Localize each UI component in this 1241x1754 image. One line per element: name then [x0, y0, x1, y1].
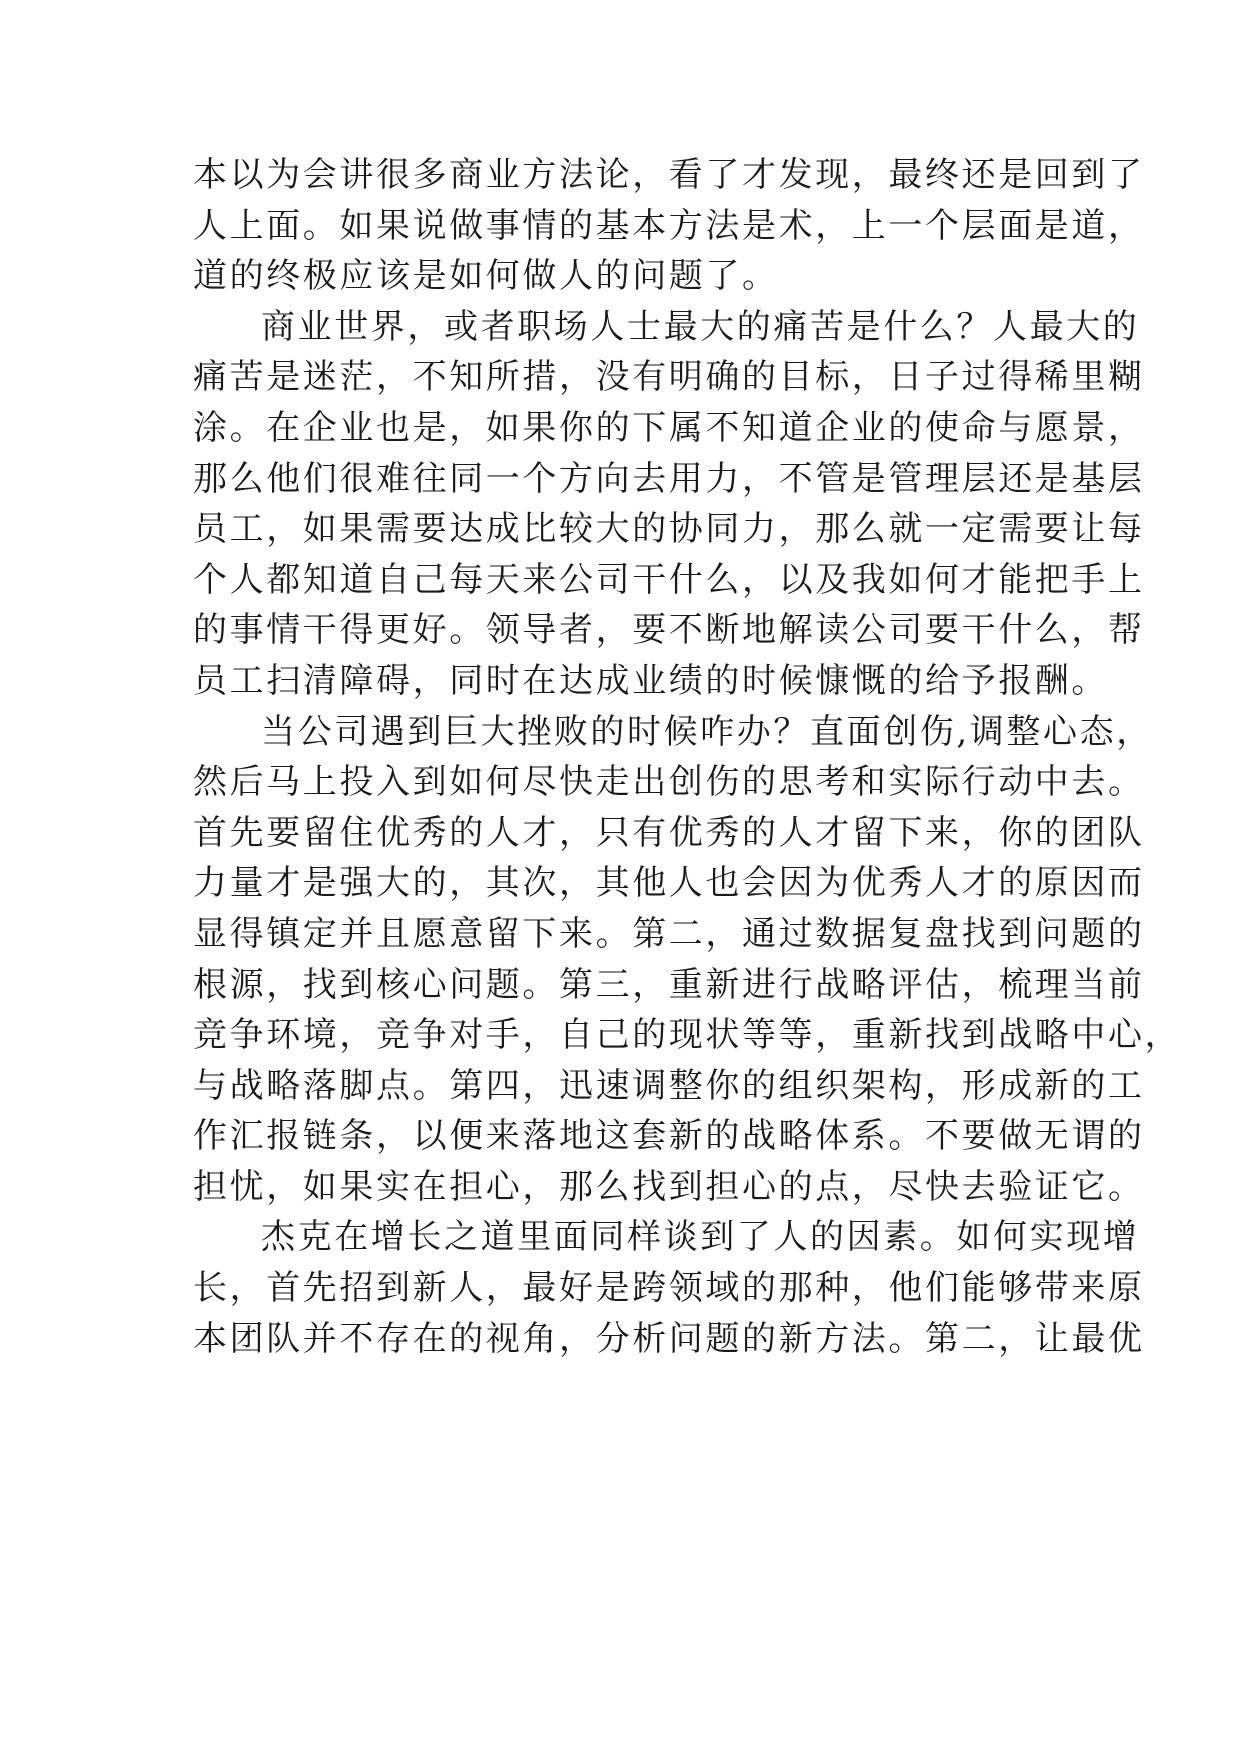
- text-line: 个人都知道自己每天来公司干什么，以及我如何才能把手上: [193, 559, 1145, 600]
- paragraph-4: [193, 1212, 1145, 1364]
- text-line: 本团队并不存在的视角，分析问题的新方法。第二，让最优: [193, 1318, 1145, 1359]
- text-line: 首先要留住优秀的人才，只有优秀的人才留下来，你的团队: [193, 812, 1145, 853]
- text-line: 员工，如果需要达成比较大的协同力，那么就一定需要让每: [193, 509, 1145, 550]
- text-line-indented: 杰克在增长之道里面同样谈到了人的因素。如何实现增: [261, 1217, 1140, 1258]
- text-line: 道的终极应该是如何做人的问题了。: [193, 256, 779, 297]
- body-text: [193, 150, 1182, 1364]
- text-line: 与战略落脚点。第四，迅速调整你的组织架构，形成新的工: [193, 1065, 1145, 1106]
- text-line: 员工扫清障碍，同时在达成业绩的时候慷慨的给予报酬。: [193, 660, 1108, 701]
- text-line: 竞争环境，竞争对手，自己的现状等等，重新找到战略中心，: [193, 1015, 1182, 1056]
- text-line: 根源，找到核心问题。第三，重新进行战略评估，梳理当前: [193, 964, 1145, 1005]
- text-line-indented: 商业世界，或者职场人士最大的痛苦是什么？人最大的: [261, 306, 1140, 347]
- paragraph-2: [193, 302, 1145, 707]
- text-line: 长，首先招到新人，最好是跨领域的那种，他们能够带来原: [193, 1268, 1145, 1309]
- text-line-indented: 当公司遇到巨大挫败的时候咋办？直面创伤,调整心态，: [261, 711, 1153, 752]
- text-line: 本以为会讲很多商业方法论，看了才发现，最终还是回到了: [193, 155, 1145, 195]
- text-line: 力量才是强大的，其次，其他人也会因为优秀人才的原因而: [193, 863, 1145, 904]
- text-line: 那么他们很难往同一个方向去用力，不管是管理层还是基层: [193, 458, 1145, 499]
- paragraph-1: [193, 150, 1145, 302]
- text-line: 的事情干得更好。领导者，要不断地解读公司要干什么，帮: [193, 610, 1145, 651]
- text-line: 人上面。如果说做事情的基本方法是术，上一个层面是道，: [193, 205, 1145, 246]
- text-line: 痛苦是迷茫，不知所措，没有明确的目标，日子过得稀里糊: [193, 357, 1145, 398]
- paragraph-3: [193, 707, 1182, 1213]
- text-line: 担忧，如果实在担心，那么找到担心的点，尽快去验证它。: [193, 1166, 1145, 1207]
- text-line: 作汇报链条，以便来落地这套新的战略体系。不要做无谓的: [193, 1116, 1145, 1157]
- text-line: 然后马上投入到如何尽快走出创伤的思考和实际行动中去。: [193, 762, 1145, 803]
- text-line: 涂。在企业也是，如果你的下属不知道企业的使命与愿景，: [193, 407, 1145, 448]
- text-line: 显得镇定并且愿意留下来。第二，通过数据复盘找到问题的: [193, 913, 1145, 954]
